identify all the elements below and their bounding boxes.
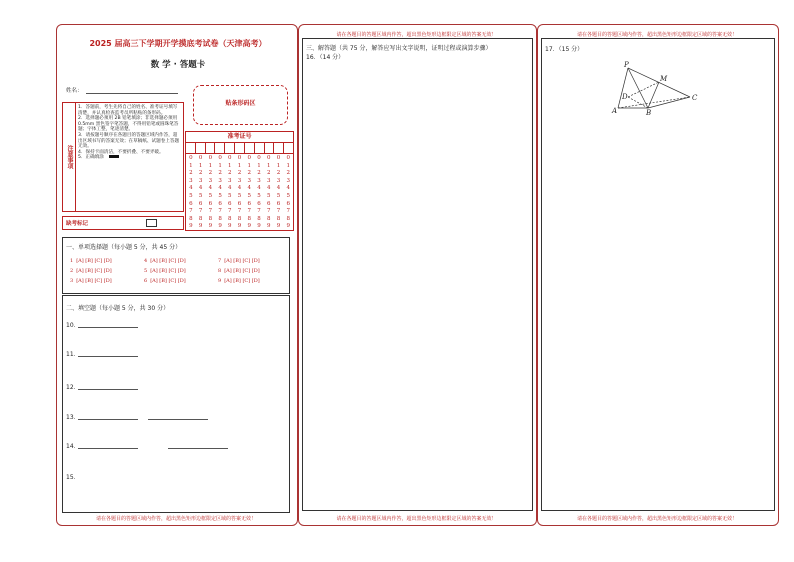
point-m-label: M (660, 75, 668, 83)
section-fill-title: 二、填空题（每小题 5 分，共 30 分） (66, 305, 170, 312)
choice-number: 4 (144, 258, 148, 264)
digit-bubble[interactable]: 7 (237, 208, 242, 215)
point-p-label: P (624, 61, 629, 69)
digit-bubble[interactable]: 4 (286, 185, 290, 192)
digit-bubble[interactable]: 2 (208, 170, 213, 177)
digit-bubble[interactable]: 4 (218, 185, 222, 192)
segment-bm (648, 82, 659, 108)
digit-bubble[interactable]: 1 (189, 162, 193, 169)
digit-bubble[interactable]: 0 (218, 155, 222, 161)
digit-bubble[interactable]: 9 (228, 223, 232, 230)
note-item: 4．保持卡面清洁，不要折叠、不要弄破。 (78, 149, 164, 155)
digit-column[interactable] (225, 155, 235, 231)
note-item: 2．选择题必须用 2B 铅笔填涂；非选择题必须用 0.5mm 黑色签字笔答题，不得用铅笔或圆珠笔答题；字体工整，笔迹清楚。 (78, 116, 179, 133)
digit-bubble[interactable]: 8 (208, 215, 213, 222)
digit-bubble[interactable]: 7 (189, 208, 193, 215)
digit-bubble[interactable]: 4 (266, 185, 271, 192)
digit-bubble[interactable]: 8 (257, 215, 261, 222)
choice-question-9[interactable] (218, 278, 260, 284)
digit-bubble[interactable]: 9 (247, 223, 252, 230)
digit-column[interactable] (186, 155, 196, 231)
digit-bubble[interactable]: 6 (286, 200, 290, 207)
digit-bubble[interactable]: 4 (247, 185, 252, 192)
digit-column[interactable] (264, 155, 274, 231)
digit-bubble[interactable]: 3 (247, 177, 252, 184)
choice-number: 3 (70, 278, 74, 284)
digit-bubble[interactable]: 5 (228, 192, 232, 199)
segment-dm (628, 82, 659, 97)
fill-q11-label: 11． (66, 351, 80, 358)
digit-bubble[interactable]: 9 (276, 223, 281, 230)
digit-bubble[interactable]: 2 (218, 170, 222, 177)
warning-bottom-left: 请在各题目的答题区域内作答，超出黑色矩形边框限定区域的答案无效！ (95, 516, 256, 522)
card-subtitle: 数 学 · 答题卡 (150, 60, 206, 70)
digit-bubble[interactable]: 1 (286, 162, 290, 169)
digit-bubble[interactable]: 5 (286, 192, 290, 199)
choice-question-1[interactable] (70, 258, 112, 264)
digit-bubble[interactable]: 5 (237, 192, 242, 199)
digit-column[interactable] (274, 155, 284, 231)
notes-list (78, 105, 181, 161)
digit-bubble[interactable]: 2 (257, 170, 261, 177)
name-label: 姓名： (66, 88, 83, 94)
filled-mark-sample (109, 155, 119, 158)
choice-question-6[interactable] (144, 278, 186, 284)
choice-options[interactable]: [A] [B] [C] [D] (150, 278, 186, 284)
digit-bubble[interactable]: 2 (198, 170, 203, 177)
warning-bottom-middle: 请在各题目的答题区域内作答，超出黑色矩形边框限定区域的答案无效！ (336, 516, 497, 522)
digit-column[interactable] (254, 155, 264, 231)
digit-bubble[interactable]: 2 (276, 170, 281, 177)
choice-number: 6 (144, 278, 148, 284)
digit-column[interactable] (283, 155, 293, 231)
digit-bubble[interactable]: 5 (189, 192, 193, 199)
digit-bubble[interactable]: 0 (266, 155, 271, 161)
choice-question-5[interactable] (144, 268, 186, 274)
digit-bubble[interactable]: 2 (237, 170, 242, 177)
digit-bubble[interactable]: 0 (208, 155, 213, 161)
digit-bubble[interactable]: 4 (208, 185, 213, 192)
digit-bubble[interactable]: 9 (208, 223, 213, 230)
question-17-label: 17．（15 分） (545, 46, 584, 53)
fill-q13-line-a[interactable] (78, 419, 138, 420)
fill-q10-label: 10． (66, 322, 80, 329)
admission-number-grid[interactable] (185, 131, 294, 231)
digit-bubble[interactable]: 6 (266, 200, 271, 207)
fill-q14-line-b[interactable] (168, 448, 228, 449)
digit-bubble[interactable]: 0 (247, 155, 252, 161)
digit-bubble[interactable]: 3 (286, 177, 290, 184)
digit-bubble[interactable]: 8 (228, 215, 232, 222)
point-b-label: B (646, 109, 652, 116)
exam-title: 2025 届高三下学期开学摸底考试卷（天津高考） (89, 39, 267, 48)
edge-pa (618, 68, 628, 108)
digit-bubble[interactable]: 4 (276, 185, 281, 192)
point-d-label: D (622, 93, 628, 101)
answer-area-16[interactable] (302, 38, 533, 511)
digit-bubble[interactable]: 7 (198, 208, 203, 215)
digit-bubble[interactable]: 6 (247, 200, 252, 207)
choice-number: 5 (144, 268, 148, 274)
digit-bubble[interactable]: 2 (189, 170, 193, 177)
digit-bubble[interactable]: 5 (218, 192, 222, 199)
digit-bubble[interactable]: 9 (286, 223, 290, 230)
choice-question-3[interactable] (70, 278, 112, 284)
digit-bubble[interactable]: 5 (266, 192, 271, 199)
digit-bubble[interactable]: 6 (218, 200, 222, 207)
digit-bubble[interactable]: 4 (257, 185, 261, 192)
digit-bubble[interactable]: 7 (208, 208, 213, 215)
digit-bubble[interactable]: 1 (218, 162, 222, 169)
notes-box (62, 102, 184, 212)
fill-q14-label: 14． (66, 443, 80, 450)
digit-bubble[interactable]: 4 (237, 185, 242, 192)
digit-bubble[interactable]: 6 (237, 200, 242, 207)
digit-bubble[interactable]: 2 (266, 170, 271, 177)
notes-label: 注意事项 (63, 103, 76, 211)
absent-label: 缺考标记 (65, 221, 88, 227)
note-item-text: 5．正确填涂 (78, 155, 104, 161)
choice-question-2[interactable] (70, 268, 112, 274)
digit-bubble[interactable]: 5 (198, 192, 203, 199)
choice-number: 8 (218, 268, 222, 274)
point-a-label: A (612, 107, 618, 115)
digit-bubble[interactable]: 3 (257, 177, 261, 184)
edge-pb (628, 68, 648, 108)
fill-q14-line-a[interactable] (78, 448, 138, 449)
fill-q13-line-b[interactable] (148, 419, 208, 420)
digit-bubble[interactable]: 8 (218, 215, 222, 222)
digit-bubble[interactable]: 6 (276, 200, 281, 207)
barcode-label: 贴条形码区 (225, 100, 256, 107)
digit-bubble[interactable]: 0 (237, 155, 242, 161)
digit-bubble[interactable]: 9 (257, 223, 261, 230)
digit-bubble[interactable]: 0 (228, 155, 232, 161)
digit-column[interactable] (244, 155, 254, 231)
digit-bubble[interactable]: 0 (286, 155, 290, 161)
choice-options[interactable]: [A] [B] [C] [D] (150, 268, 186, 274)
digit-bubble[interactable]: 7 (286, 208, 290, 215)
digit-column[interactable] (235, 155, 245, 231)
choice-options[interactable]: [A] [B] [C] [D] (150, 258, 186, 264)
warning-top-right: 请在各题目的答题区域内作答，超出黑色矩形边框限定区域的答案无效！ (576, 32, 737, 38)
note-item: 3．请按题号顺序在各题目的答题区域内作答，超出区域书写的答案无效；在草稿纸、试题卷上答题无效。 (78, 132, 180, 150)
digit-bubble[interactable]: 6 (228, 200, 232, 207)
digit-bubble[interactable]: 6 (208, 200, 213, 207)
choice-options[interactable]: [A] [B] [C] [D] (224, 268, 260, 274)
digit-bubble[interactable]: 3 (266, 177, 271, 184)
digit-bubble[interactable]: 7 (266, 208, 271, 215)
question-16-label: 16．（14 分） (306, 54, 345, 61)
digit-bubble[interactable]: 5 (276, 192, 281, 199)
choice-question-8[interactable] (218, 268, 260, 274)
digit-bubble[interactable]: 0 (198, 155, 203, 161)
digit-bubble[interactable]: 8 (237, 215, 242, 222)
digit-bubble[interactable]: 3 (218, 177, 222, 184)
digit-bubble[interactable]: 7 (228, 208, 232, 215)
fill-q10-line[interactable] (78, 327, 138, 328)
name-line[interactable] (86, 93, 178, 94)
digit-bubble[interactable]: 4 (198, 185, 203, 192)
digit-bubble[interactable]: 0 (257, 155, 261, 161)
note-item (78, 155, 181, 161)
digit-bubble[interactable]: 0 (276, 155, 281, 161)
digit-bubble[interactable]: 8 (286, 215, 290, 222)
digit-bubble[interactable]: 9 (198, 223, 203, 230)
digit-bubble[interactable]: 7 (247, 208, 252, 215)
digit-bubble[interactable]: 1 (257, 162, 261, 169)
admission-number-label: 准考证号 (186, 132, 293, 143)
section-solve-title: 三、解答题（共 75 分，解答应写出文字说明，证明过程或演算步骤） (306, 45, 492, 52)
digit-bubble[interactable]: 2 (228, 170, 232, 177)
fill-q11-line[interactable] (78, 356, 138, 357)
digit-bubble[interactable]: 9 (266, 223, 271, 230)
choice-number: 1 (70, 258, 74, 264)
absent-mark[interactable] (62, 216, 184, 230)
digit-bubble[interactable]: 8 (247, 215, 252, 222)
digit-bubble[interactable]: 3 (189, 177, 193, 184)
digit-bubble[interactable]: 4 (189, 185, 193, 192)
choice-options[interactable]: [A] [B] [C] [D] (76, 258, 112, 264)
fill-q15-label: 15． (66, 474, 80, 481)
digit-bubble[interactable]: 4 (228, 185, 232, 192)
digit-column[interactable] (196, 155, 206, 231)
choice-number: 2 (70, 268, 74, 274)
choice-number: 9 (218, 278, 222, 284)
digit-bubble[interactable]: 8 (266, 215, 271, 222)
digit-bubble[interactable]: 3 (198, 177, 203, 184)
choice-options[interactable]: [A] [B] [C] [D] (224, 278, 260, 284)
fill-q13-label: 13． (66, 414, 80, 421)
fill-q12-line[interactable] (78, 389, 138, 390)
digit-bubble[interactable]: 3 (276, 177, 281, 184)
choice-options[interactable]: [A] [B] [C] [D] (224, 258, 260, 264)
digit-bubble[interactable]: 3 (237, 177, 242, 184)
digit-bubble[interactable]: 7 (257, 208, 261, 215)
digit-bubble[interactable]: 9 (237, 223, 242, 230)
digit-bubble[interactable]: 0 (189, 155, 193, 161)
warning-bottom-right: 请在各题目的答题区域内作答，超出黑色矩形边框限定区域的答案无效！ (576, 516, 737, 522)
digit-bubble[interactable]: 1 (247, 162, 252, 169)
digit-bubble[interactable]: 6 (198, 200, 203, 207)
warning-top-middle: 请在各题目的答题区域内作答，超出黑色矩形边框限定区域的答案无效！ (336, 32, 497, 38)
digit-column[interactable] (205, 155, 215, 231)
point-c-label: C (692, 94, 698, 102)
fill-q12-label: 12． (66, 384, 80, 391)
digit-column[interactable] (215, 155, 225, 231)
digit-bubble[interactable]: 1 (237, 162, 242, 169)
digit-bubble[interactable]: 1 (266, 162, 271, 169)
digit-bubble[interactable]: 1 (276, 162, 281, 169)
digit-bubble[interactable]: 9 (189, 223, 193, 230)
pyramid-figure (606, 60, 706, 116)
digit-bubble[interactable]: 6 (189, 200, 193, 207)
digit-bubble[interactable]: 2 (286, 170, 290, 177)
barcode-area (193, 85, 288, 125)
digit-bubble[interactable]: 6 (257, 200, 261, 207)
choice-question-7[interactable] (218, 258, 260, 264)
choice-number: 7 (218, 258, 222, 264)
digit-bubble[interactable]: 3 (208, 177, 213, 184)
digit-bubble[interactable]: 9 (218, 223, 222, 230)
choice-options[interactable]: [A] [B] [C] [D] (76, 268, 112, 274)
absent-checkbox[interactable] (146, 219, 157, 227)
digit-bubble[interactable]: 3 (228, 177, 232, 184)
digit-bubble[interactable]: 8 (276, 215, 281, 222)
digit-bubble[interactable]: 2 (247, 170, 252, 177)
note-item: 1．答题前，考生先将自己的姓名、准考证号填写清楚，并认真检查监考员所粘贴的条形码。 (78, 105, 178, 116)
digit-bubble[interactable]: 5 (247, 192, 252, 199)
digit-bubble[interactable]: 1 (198, 162, 203, 169)
digit-columns[interactable] (186, 154, 293, 231)
digit-bubble[interactable]: 7 (218, 208, 222, 215)
digit-bubble[interactable]: 8 (189, 215, 193, 222)
choice-question-4[interactable] (144, 258, 186, 264)
digit-bubble[interactable]: 1 (228, 162, 232, 169)
digit-bubble[interactable]: 5 (257, 192, 261, 199)
choice-options[interactable]: [A] [B] [C] [D] (76, 278, 112, 284)
section-choice-title: 一、单项选择题（每小题 5 分，共 45 分） (66, 244, 182, 251)
digit-bubble[interactable]: 7 (276, 208, 281, 215)
admission-number-boxes[interactable] (186, 143, 293, 154)
digit-bubble[interactable]: 1 (208, 162, 213, 169)
digit-bubble[interactable]: 5 (208, 192, 213, 199)
digit-bubble[interactable]: 8 (198, 215, 203, 222)
